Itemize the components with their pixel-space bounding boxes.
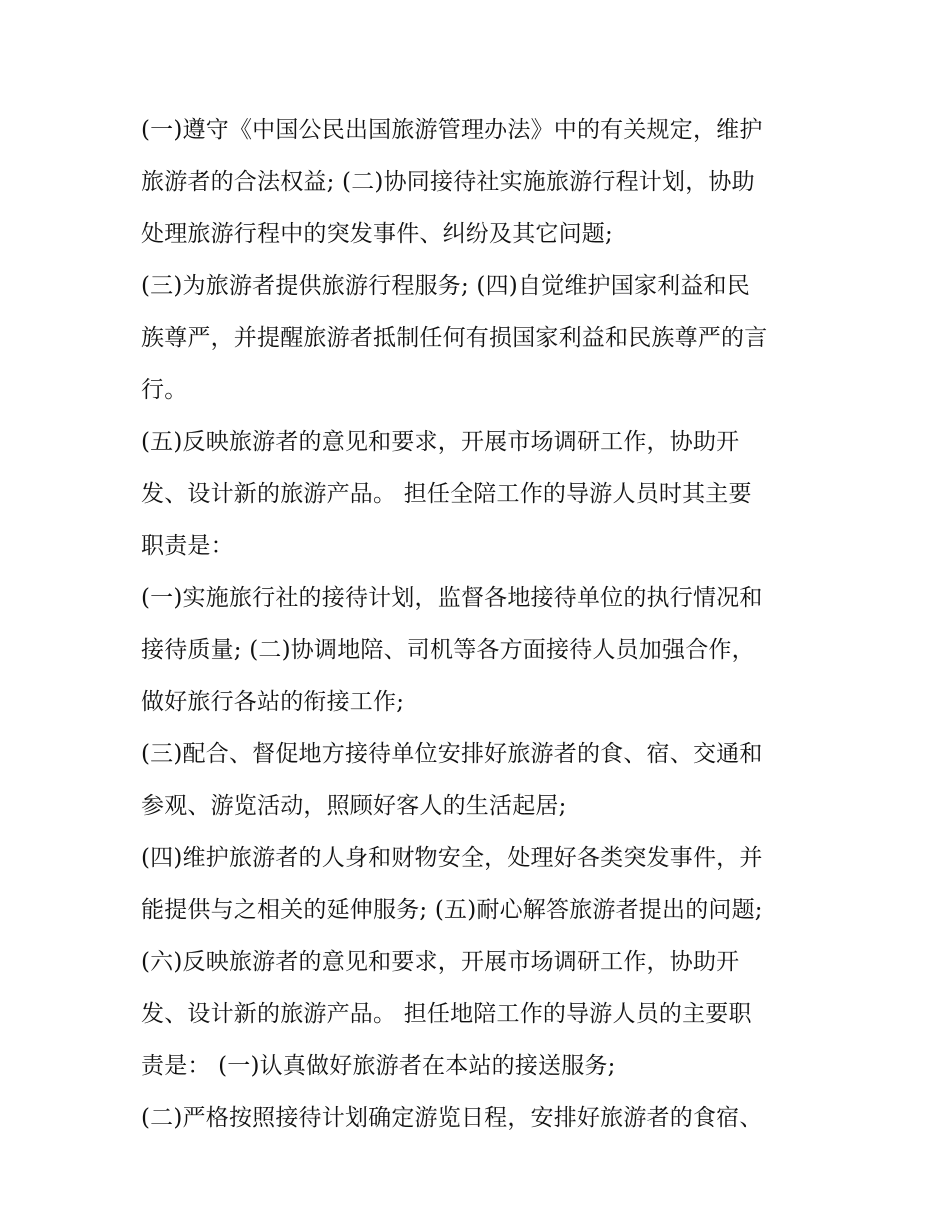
text-line: (六)反映旅游者的意见和要求，开展市场调研工作，协助开 — [141, 949, 740, 975]
text-line: (三)为旅游者提供旅游行程服务; (四)自觉维护国家利益和民 — [141, 273, 750, 299]
document-body — [141, 108, 821, 1148]
text-line: (三)配合、督促地方接待单位安排好旅游者的食、宿、交通和 — [141, 741, 763, 767]
text-line: 能提供与之相关的延伸服务; (五)耐心解答旅游者提出的问题; — [141, 897, 763, 923]
text-line: 接待质量; (二)协调地陪、司机等各方面接待人员加强合作， — [141, 637, 755, 663]
text-line: 职责是： — [141, 533, 234, 559]
text-line: 发、设计新的旅游产品。 担任地陪工作的导游人员的主要职 — [141, 1001, 752, 1027]
text-line: 行。 — [141, 377, 188, 403]
text-line: 处理旅游行程中的突发事件、纠纷及其它问题; — [141, 221, 613, 247]
text-line: 做好旅行各站的衔接工作; — [141, 689, 405, 715]
text-line: 责是： (一)认真做好旅游者在本站的接送服务; — [141, 1053, 616, 1079]
text-line: (一)实施旅行社的接待计划，监督各地接待单位的执行情况和 — [141, 585, 763, 611]
text-line: (二)严格按照接待计划确定游览日程，安排好旅游者的食宿、 — [141, 1105, 763, 1131]
text-line: 发、设计新的旅游产品。 担任全陪工作的导游人员时其主要 — [141, 481, 752, 507]
text-line: 参观、游览活动，照顾好客人的生活起居; — [141, 793, 567, 819]
text-line: 旅游者的合法权益; (二)协同接待社实施旅游行程计划，协助 — [141, 169, 755, 195]
text-line: 族尊严，并提醒旅游者抵制任何有损国家利益和民族尊严的言 — [141, 325, 768, 351]
text-line: (五)反映旅游者的意见和要求，开展市场调研工作，协助开 — [141, 429, 740, 455]
text-line: (四)维护旅游者的人身和财物安全，处理好各类突发事件，并 — [141, 845, 763, 871]
text-line: (一)遵守《中国公民出国旅游管理办法》中的有关规定，维护 — [141, 117, 763, 143]
